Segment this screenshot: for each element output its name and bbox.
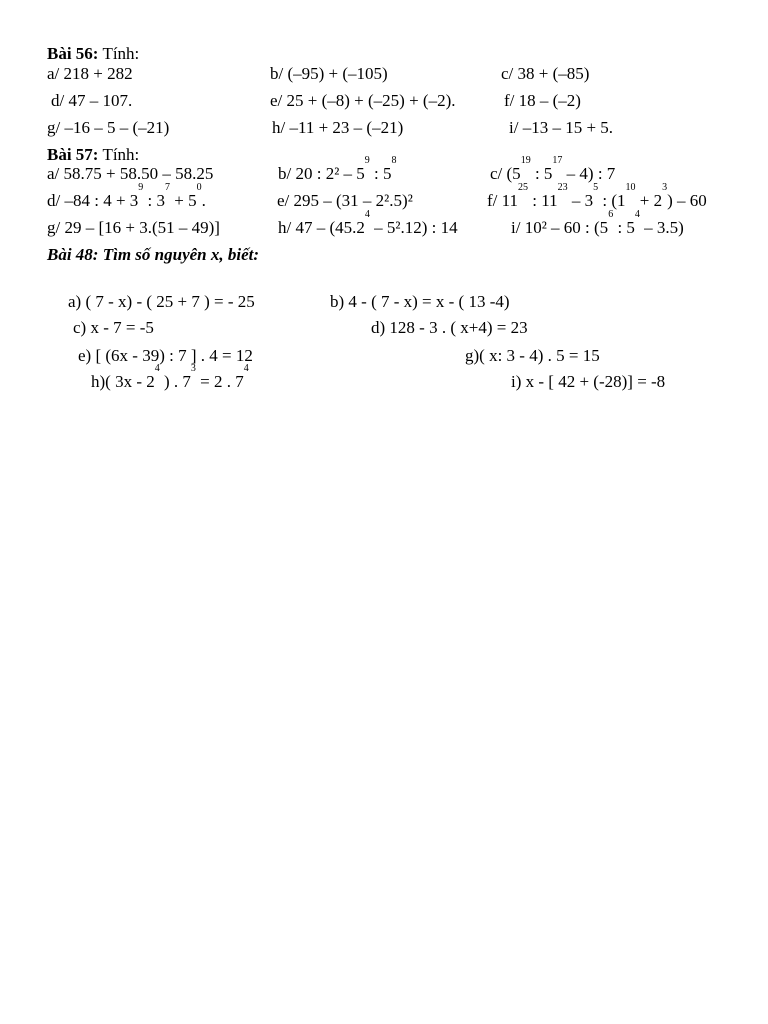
b57-c: c/ ($5^{19}$ : $5^{17} - 4$) : 7 <box>490 155 616 183</box>
b57-h: h/ 47 – (45.2$^4$ – 5².12) : 14 <box>278 209 458 237</box>
b48-e: e) [ (6x - 39) : 7 ] . 4 = 12 <box>78 346 253 365</box>
b48-c: c) x - 7 = -5 <box>73 318 154 337</box>
b48-d: d) 128 - 3 . ( x+4) = 23 <box>371 318 528 337</box>
b48-g: g)( x: 3 - 4) . 5 = 15 <box>465 346 600 365</box>
bai56-subtitle: Tính: <box>102 44 140 63</box>
b48-a: a) ( 7 - x) - ( 25 + 7 ) = - 25 <box>68 292 255 311</box>
b56-g: g/ –16 – 5 – (–21) <box>47 118 170 137</box>
bai57-title <box>47 145 139 165</box>
b57-a: a/ 58.75 + 58.50 – 58.25 <box>47 164 214 183</box>
b56-e: e/ 25 + (–8) + (–25) + (–2). <box>270 91 456 110</box>
b56-b: b/ (–95) + (–105) <box>270 64 388 83</box>
b56-i: i/ –13 – 15 + 5. <box>509 118 614 137</box>
b57-g: g/ 29 – [16 + 3.(51 – 49)] <box>47 218 220 237</box>
bai56-heading: Bài 56: <box>47 44 99 63</box>
b57-d: d/ –84 : $4 + 3^9$ : $3^7 + 5^0$. <box>47 182 206 210</box>
b56-h: h/ –11 + 23 – (–21) <box>272 118 404 137</box>
bai48-heading: Bài 48: Tìm số nguyên x, biết: <box>47 245 260 264</box>
b57-f: f/ $11^{25}$ : $11^{23} - 3^5$ : $(1^{10} + 2^3) - 60$ <box>487 182 707 210</box>
bai57-heading: Bài 57: <box>47 145 99 164</box>
b57-e: e/ 295 – (31 – 2².5)² <box>277 191 413 210</box>
b56-f: f/ 18 – (–2) <box>504 91 581 110</box>
b48-b: b) 4 - ( 7 - x) = x - ( 13 -4) <box>330 292 510 311</box>
bai57-subtitle: Tính: <box>102 145 140 164</box>
b56-c: c/ 38 + (–85) <box>501 64 590 83</box>
b48-i: i) x - [ 42 + (-28)] = -8 <box>511 372 666 391</box>
bai56-title <box>47 44 139 64</box>
b48-h: h)( $3x - 2^4$ ) . $7^3 = 2$ . $7^4$ <box>91 363 249 391</box>
b57-i: i/ 10² – 60 : ($5^6$ : $5^4 - 3.5$) <box>511 209 684 237</box>
b57-b: b/ 20 : $2^2 - 5^9$ : $5^8$ <box>278 155 397 183</box>
b56-d: d/ 47 – 107. <box>51 91 133 110</box>
b56-a: a/ 218 + 282 <box>47 64 133 83</box>
